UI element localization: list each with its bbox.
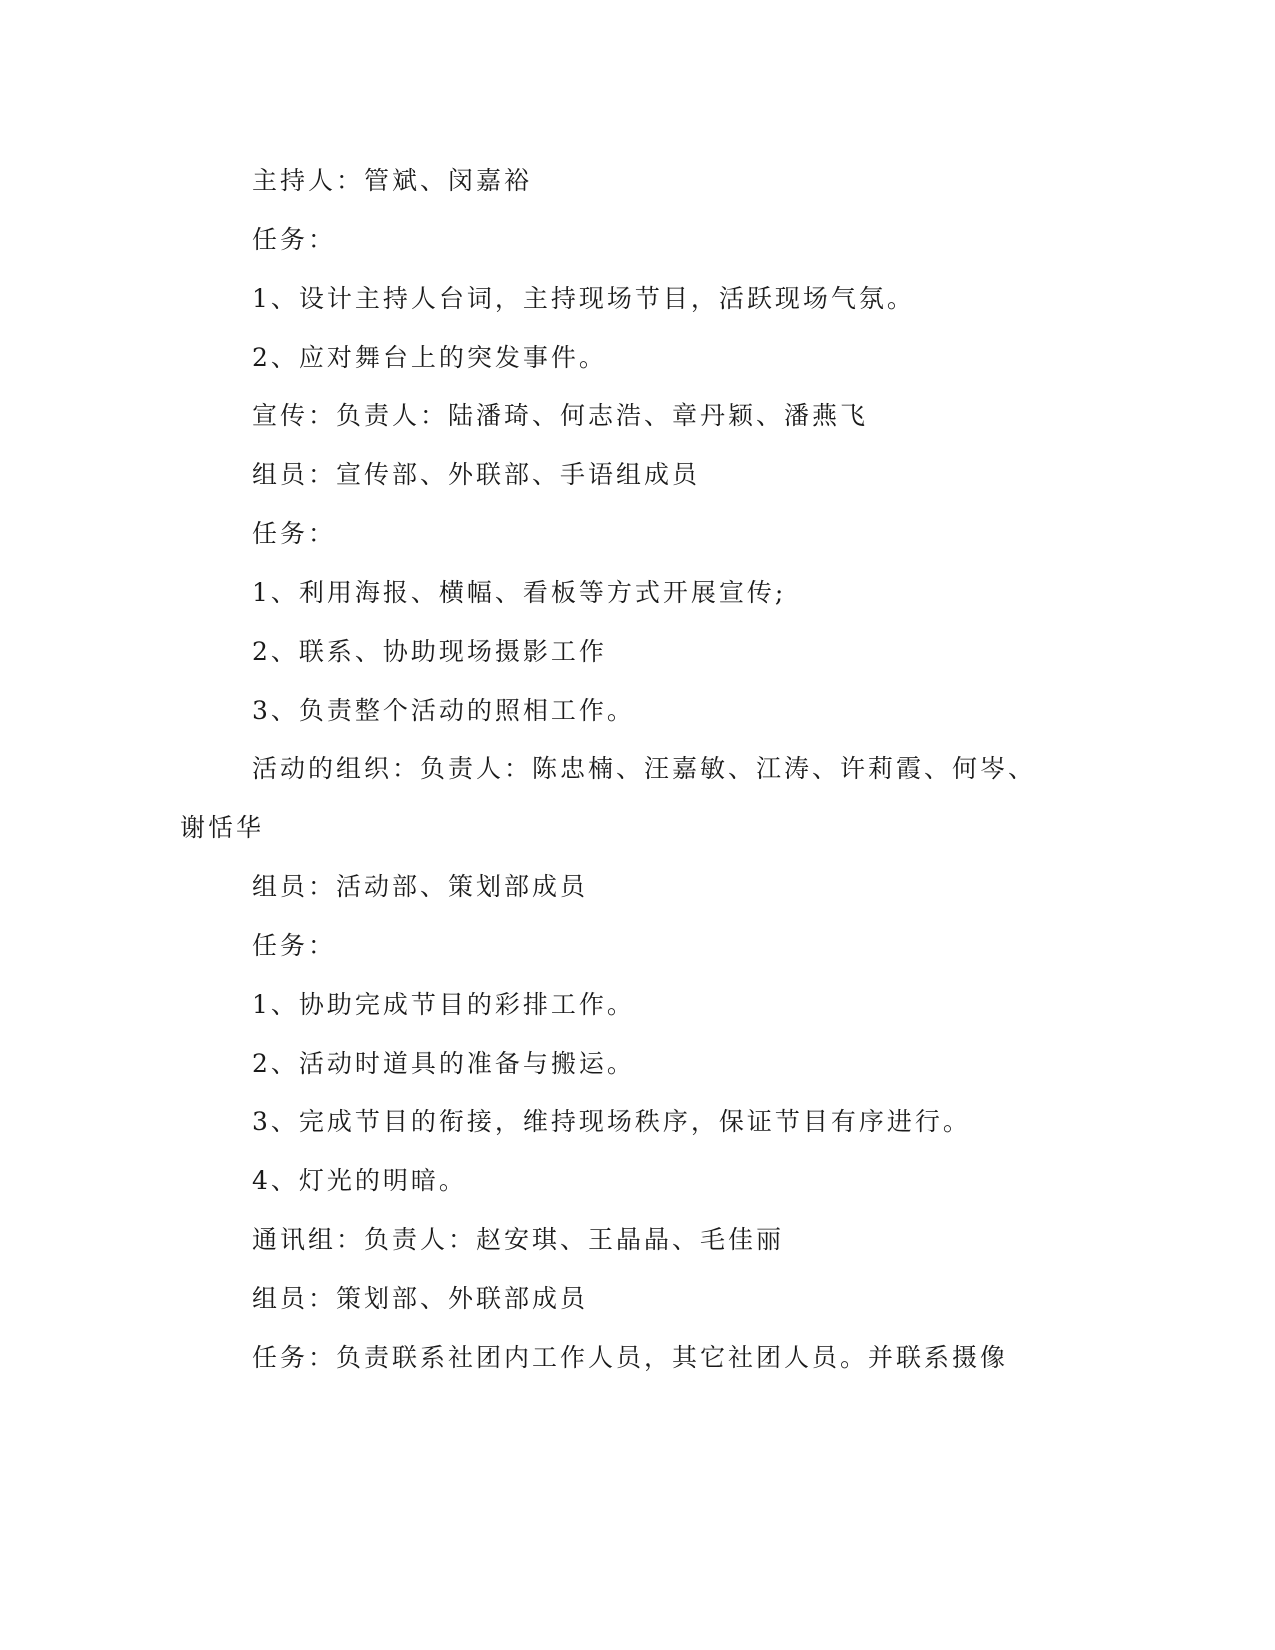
publicity-task-1: 1、利用海报、横幅、看板等方式开展宣传; — [252, 578, 787, 607]
publicity-task-2: 2、联系、协助现场摄影工作 — [252, 637, 607, 666]
host-line: 主持人：管斌、闵嘉裕 — [252, 166, 533, 195]
publicity-members-line: 组员：宣传部、外联部、手语组成员 — [252, 460, 701, 489]
organization-task-2: 2、活动时道具的准备与搬运。 — [252, 1049, 635, 1078]
publicity-lead-line: 宣传：负责人：陆潘琦、何志浩、章丹颖、潘燕飞 — [252, 401, 869, 430]
organization-members-line: 组员：活动部、策划部成员 — [252, 872, 589, 901]
communication-lead-line: 通讯组：负责人：赵安琪、王晶晶、毛佳丽 — [252, 1225, 785, 1254]
organization-task-4: 4、灯光的明暗。 — [252, 1166, 467, 1195]
organization-lead-line: 活动的组织：负责人：陈忠楠、汪嘉敏、江涛、许莉霞、何岑、 — [252, 754, 1037, 783]
publicity-task-3: 3、负责整个活动的照相工作。 — [252, 696, 635, 725]
organization-lead-continued: 谢恬华 — [180, 813, 265, 842]
organization-task-heading: 任务： — [252, 931, 337, 960]
host-task-1: 1、设计主持人台词，主持现场节目，活跃现场气氛。 — [252, 284, 915, 313]
host-task-heading: 任务： — [252, 225, 337, 254]
organization-task-1: 1、协助完成节目的彩排工作。 — [252, 990, 635, 1019]
organization-task-3: 3、完成节目的衔接，维持现场秩序，保证节目有序进行。 — [252, 1107, 971, 1136]
communication-task-line: 任务：负责联系社团内工作人员，其它社团人员。并联系摄像 — [252, 1343, 1009, 1372]
publicity-task-heading: 任务： — [252, 519, 337, 548]
host-task-2: 2、应对舞台上的突发事件。 — [252, 343, 607, 372]
communication-members-line: 组员：策划部、外联部成员 — [252, 1284, 589, 1313]
